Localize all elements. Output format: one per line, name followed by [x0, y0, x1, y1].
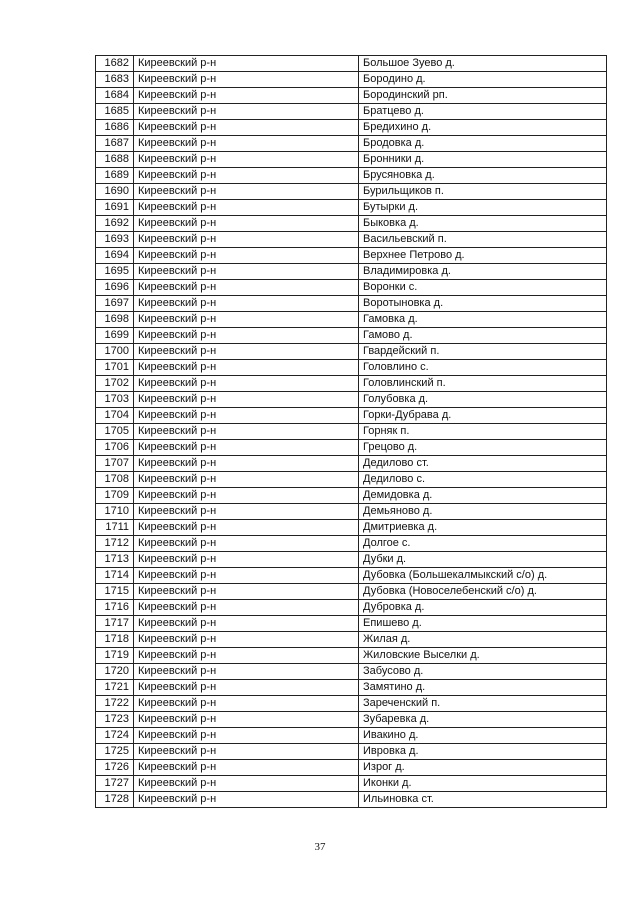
- settlement-cell: Васильевский п.: [359, 232, 607, 248]
- settlements-table: [95, 55, 607, 808]
- settlement-cell: Горняк п.: [359, 424, 607, 440]
- settlement-cell: Епишево д.: [359, 616, 607, 632]
- settlement-cell: Забусово д.: [359, 664, 607, 680]
- district-cell: Киреевский р-н: [134, 488, 359, 504]
- row-number-cell: 1682: [96, 56, 134, 72]
- district-cell: Киреевский р-н: [134, 184, 359, 200]
- table-row: [96, 488, 607, 504]
- settlement-cell: Бродовка д.: [359, 136, 607, 152]
- settlement-cell: Долгое с.: [359, 536, 607, 552]
- table-row: [96, 696, 607, 712]
- row-number-cell: 1706: [96, 440, 134, 456]
- table-row: [96, 184, 607, 200]
- row-number-cell: 1694: [96, 248, 134, 264]
- table-row: [96, 344, 607, 360]
- settlement-cell: Головлинский п.: [359, 376, 607, 392]
- row-number-cell: 1701: [96, 360, 134, 376]
- row-number-cell: 1695: [96, 264, 134, 280]
- table-row: [96, 312, 607, 328]
- table-row: [96, 584, 607, 600]
- row-number-cell: 1698: [96, 312, 134, 328]
- settlement-cell: Замятино д.: [359, 680, 607, 696]
- settlement-cell: Гамово д.: [359, 328, 607, 344]
- table-row: [96, 536, 607, 552]
- settlement-cell: Ивакино д.: [359, 728, 607, 744]
- settlement-cell: Зареченский п.: [359, 696, 607, 712]
- row-number-cell: 1722: [96, 696, 134, 712]
- row-number-cell: 1691: [96, 200, 134, 216]
- district-cell: Киреевский р-н: [134, 120, 359, 136]
- table-row: [96, 152, 607, 168]
- district-cell: Киреевский р-н: [134, 792, 359, 808]
- district-cell: Киреевский р-н: [134, 440, 359, 456]
- district-cell: Киреевский р-н: [134, 280, 359, 296]
- settlement-cell: Изрог д.: [359, 760, 607, 776]
- district-cell: Киреевский р-н: [134, 728, 359, 744]
- district-cell: Киреевский р-н: [134, 696, 359, 712]
- row-number-cell: 1693: [96, 232, 134, 248]
- settlement-cell: Гамовка д.: [359, 312, 607, 328]
- settlement-cell: Бородино д.: [359, 72, 607, 88]
- row-number-cell: 1696: [96, 280, 134, 296]
- district-cell: Киреевский р-н: [134, 584, 359, 600]
- page-number: 37: [314, 841, 326, 853]
- table-row: [96, 504, 607, 520]
- row-number-cell: 1705: [96, 424, 134, 440]
- row-number-cell: 1721: [96, 680, 134, 696]
- table-row: [96, 136, 607, 152]
- district-cell: Киреевский р-н: [134, 408, 359, 424]
- district-cell: Киреевский р-н: [134, 744, 359, 760]
- settlement-cell: Дубовка (Большекалмыкский с/о) д.: [359, 568, 607, 584]
- table-row: [96, 712, 607, 728]
- table-row: [96, 680, 607, 696]
- district-cell: Киреевский р-н: [134, 248, 359, 264]
- settlement-cell: Жиловские Выселки д.: [359, 648, 607, 664]
- settlement-cell: Дмитриевка д.: [359, 520, 607, 536]
- settlement-cell: Ивровка д.: [359, 744, 607, 760]
- row-number-cell: 1686: [96, 120, 134, 136]
- settlement-cell: Горки-Дубрава д.: [359, 408, 607, 424]
- district-cell: Киреевский р-н: [134, 776, 359, 792]
- settlement-cell: Дубки д.: [359, 552, 607, 568]
- district-cell: Киреевский р-н: [134, 760, 359, 776]
- district-cell: Киреевский р-н: [134, 328, 359, 344]
- row-number-cell: 1687: [96, 136, 134, 152]
- table-row: [96, 392, 607, 408]
- district-cell: Киреевский р-н: [134, 472, 359, 488]
- table-row: [96, 728, 607, 744]
- table-row: [96, 360, 607, 376]
- district-cell: Киреевский р-н: [134, 56, 359, 72]
- district-cell: Киреевский р-н: [134, 200, 359, 216]
- settlement-cell: Голубовка д.: [359, 392, 607, 408]
- settlement-cell: Воронки с.: [359, 280, 607, 296]
- settlement-cell: Демьяново д.: [359, 504, 607, 520]
- table-row: [96, 216, 607, 232]
- settlement-cell: Иконки д.: [359, 776, 607, 792]
- row-number-cell: 1697: [96, 296, 134, 312]
- table-row: [96, 456, 607, 472]
- row-number-cell: 1716: [96, 600, 134, 616]
- settlement-cell: Бредихино д.: [359, 120, 607, 136]
- settlement-cell: Брусяновка д.: [359, 168, 607, 184]
- row-number-cell: 1726: [96, 760, 134, 776]
- row-number-cell: 1704: [96, 408, 134, 424]
- district-cell: Киреевский р-н: [134, 648, 359, 664]
- district-cell: Киреевский р-н: [134, 392, 359, 408]
- row-number-cell: 1725: [96, 744, 134, 760]
- district-cell: Киреевский р-н: [134, 136, 359, 152]
- district-cell: Киреевский р-н: [134, 168, 359, 184]
- table-row: [96, 56, 607, 72]
- settlement-cell: Владимировка д.: [359, 264, 607, 280]
- row-number-cell: 1713: [96, 552, 134, 568]
- settlement-cell: Бутырки д.: [359, 200, 607, 216]
- table-row: [96, 264, 607, 280]
- district-cell: Киреевский р-н: [134, 600, 359, 616]
- row-number-cell: 1710: [96, 504, 134, 520]
- district-cell: Киреевский р-н: [134, 536, 359, 552]
- district-cell: Киреевский р-н: [134, 312, 359, 328]
- district-cell: Киреевский р-н: [134, 664, 359, 680]
- table-row: [96, 168, 607, 184]
- district-cell: Киреевский р-н: [134, 88, 359, 104]
- table-row: [96, 472, 607, 488]
- settlement-cell: Бородинский рп.: [359, 88, 607, 104]
- row-number-cell: 1708: [96, 472, 134, 488]
- district-cell: Киреевский р-н: [134, 504, 359, 520]
- settlement-cell: Братцево д.: [359, 104, 607, 120]
- settlement-cell: Дедилово ст.: [359, 456, 607, 472]
- table-row: [96, 104, 607, 120]
- district-cell: Киреевский р-н: [134, 376, 359, 392]
- settlement-cell: Бронники д.: [359, 152, 607, 168]
- district-cell: Киреевский р-н: [134, 360, 359, 376]
- table-body: [96, 56, 607, 808]
- row-number-cell: 1683: [96, 72, 134, 88]
- row-number-cell: 1702: [96, 376, 134, 392]
- table-row: [96, 440, 607, 456]
- settlement-cell: Жилая д.: [359, 632, 607, 648]
- table-row: [96, 328, 607, 344]
- row-number-cell: 1688: [96, 152, 134, 168]
- table-row: [96, 200, 607, 216]
- table-row: [96, 424, 607, 440]
- row-number-cell: 1727: [96, 776, 134, 792]
- district-cell: Киреевский р-н: [134, 264, 359, 280]
- row-number-cell: 1720: [96, 664, 134, 680]
- settlement-cell: Головлино с.: [359, 360, 607, 376]
- settlement-cell: Большое Зуево д.: [359, 56, 607, 72]
- district-cell: Киреевский р-н: [134, 568, 359, 584]
- settlement-cell: Воротыновка д.: [359, 296, 607, 312]
- table-row: [96, 296, 607, 312]
- district-cell: Киреевский р-н: [134, 632, 359, 648]
- settlement-cell: Дубровка д.: [359, 600, 607, 616]
- table-row: [96, 88, 607, 104]
- settlement-cell: Грецово д.: [359, 440, 607, 456]
- district-cell: Киреевский р-н: [134, 552, 359, 568]
- district-cell: Киреевский р-н: [134, 104, 359, 120]
- row-number-cell: 1707: [96, 456, 134, 472]
- table-row: [96, 760, 607, 776]
- district-cell: Киреевский р-н: [134, 680, 359, 696]
- row-number-cell: 1690: [96, 184, 134, 200]
- row-number-cell: 1684: [96, 88, 134, 104]
- settlement-cell: Ильиновка ст.: [359, 792, 607, 808]
- table-row: [96, 632, 607, 648]
- row-number-cell: 1714: [96, 568, 134, 584]
- row-number-cell: 1709: [96, 488, 134, 504]
- row-number-cell: 1712: [96, 536, 134, 552]
- district-cell: Киреевский р-н: [134, 72, 359, 88]
- district-cell: Киреевский р-н: [134, 232, 359, 248]
- table-row: [96, 776, 607, 792]
- row-number-cell: 1692: [96, 216, 134, 232]
- settlement-cell: Гвардейский п.: [359, 344, 607, 360]
- table-row: [96, 648, 607, 664]
- table-row: [96, 280, 607, 296]
- table-row: [96, 120, 607, 136]
- row-number-cell: 1689: [96, 168, 134, 184]
- table-row: [96, 520, 607, 536]
- district-cell: Киреевский р-н: [134, 152, 359, 168]
- table-row: [96, 744, 607, 760]
- table-row: [96, 376, 607, 392]
- settlement-cell: Дубовка (Новоселебенский с/о) д.: [359, 584, 607, 600]
- table-row: [96, 568, 607, 584]
- row-number-cell: 1700: [96, 344, 134, 360]
- table-row: [96, 600, 607, 616]
- district-cell: Киреевский р-н: [134, 344, 359, 360]
- district-cell: Киреевский р-н: [134, 616, 359, 632]
- district-cell: Киреевский р-н: [134, 424, 359, 440]
- table-row: [96, 248, 607, 264]
- table-row: [96, 408, 607, 424]
- row-number-cell: 1718: [96, 632, 134, 648]
- table-row: [96, 72, 607, 88]
- settlement-cell: Бурильщиков п.: [359, 184, 607, 200]
- settlement-cell: Зубаревка д.: [359, 712, 607, 728]
- row-number-cell: 1685: [96, 104, 134, 120]
- table-row: [96, 232, 607, 248]
- district-cell: Киреевский р-н: [134, 296, 359, 312]
- row-number-cell: 1699: [96, 328, 134, 344]
- row-number-cell: 1717: [96, 616, 134, 632]
- settlement-cell: Верхнее Петрово д.: [359, 248, 607, 264]
- settlement-cell: Демидовка д.: [359, 488, 607, 504]
- district-cell: Киреевский р-н: [134, 712, 359, 728]
- table-row: [96, 552, 607, 568]
- district-cell: Киреевский р-н: [134, 216, 359, 232]
- table-row: [96, 792, 607, 808]
- row-number-cell: 1723: [96, 712, 134, 728]
- row-number-cell: 1724: [96, 728, 134, 744]
- table-row: [96, 664, 607, 680]
- row-number-cell: 1703: [96, 392, 134, 408]
- district-cell: Киреевский р-н: [134, 520, 359, 536]
- row-number-cell: 1728: [96, 792, 134, 808]
- table-row: [96, 616, 607, 632]
- district-cell: Киреевский р-н: [134, 456, 359, 472]
- row-number-cell: 1715: [96, 584, 134, 600]
- row-number-cell: 1719: [96, 648, 134, 664]
- settlement-cell: Быковка д.: [359, 216, 607, 232]
- settlement-cell: Дедилово с.: [359, 472, 607, 488]
- row-number-cell: 1711: [96, 520, 134, 536]
